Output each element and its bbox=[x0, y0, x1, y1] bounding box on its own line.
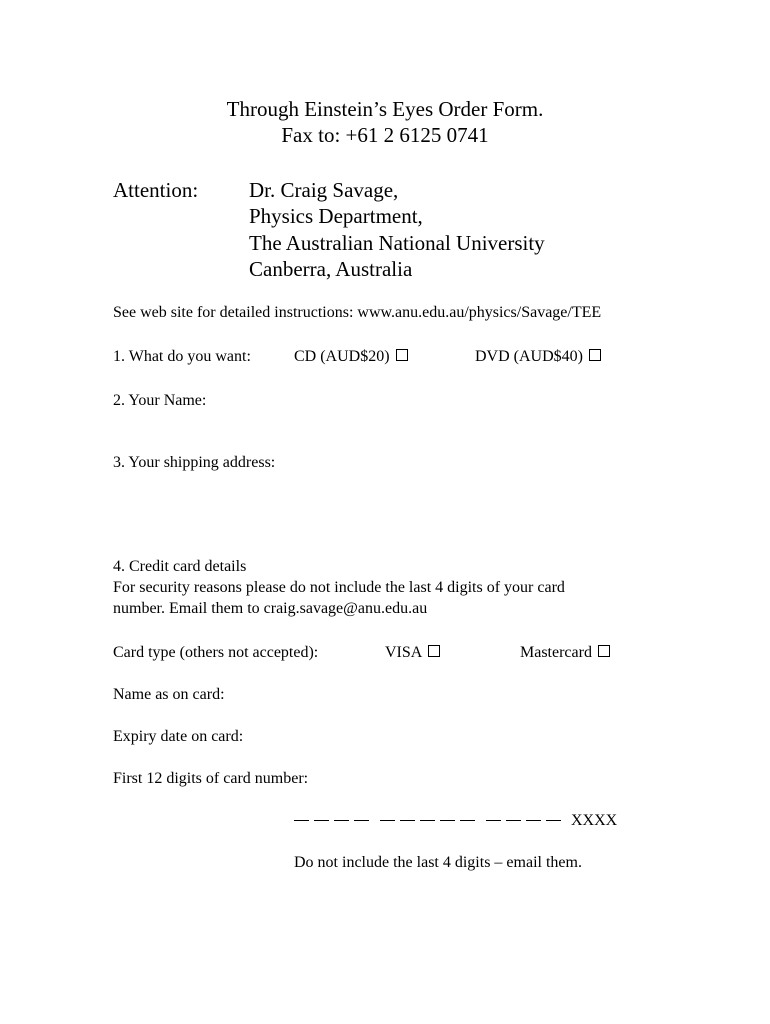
attention-line-3: The Australian National University bbox=[249, 231, 545, 255]
name-on-card-label: Name as on card: bbox=[113, 686, 225, 703]
option-cd[interactable] bbox=[294, 346, 408, 367]
card-number-label: First 12 digits of card number: bbox=[113, 770, 309, 787]
option-mastercard-label: Mastercard bbox=[520, 644, 592, 661]
fax-number: Fax to: +61 2 6125 0741 bbox=[281, 123, 489, 147]
option-mastercard[interactable] bbox=[520, 642, 610, 663]
mastercard-checkbox[interactable] bbox=[598, 645, 610, 657]
q3-label: 3. Your shipping address: bbox=[113, 454, 276, 471]
cd-checkbox[interactable] bbox=[396, 349, 408, 361]
card-last-digits: XXXX bbox=[571, 812, 618, 829]
q4-label: 4. Credit card details bbox=[113, 558, 247, 575]
q1-label: 1. What do you want: bbox=[113, 348, 251, 365]
option-dvd[interactable] bbox=[475, 346, 601, 367]
instructions-text: See web site for detailed instructions: www.anu.edu.au/physics/Savage/TEE bbox=[113, 304, 602, 321]
q4-note-line-2: number. Email them to craig.savage@anu.edu.au bbox=[113, 600, 428, 617]
attention-label: Attention: bbox=[113, 178, 199, 202]
visa-checkbox[interactable] bbox=[428, 645, 440, 657]
card-number-note: Do not include the last 4 digits – email them. bbox=[294, 854, 582, 871]
attention-line-1: Dr. Craig Savage, bbox=[249, 178, 399, 202]
option-dvd-label: DVD (AUD$40) bbox=[475, 348, 583, 365]
dvd-checkbox[interactable] bbox=[589, 349, 601, 361]
option-visa-label: VISA bbox=[385, 644, 423, 661]
attention-line-2: Physics Department, bbox=[249, 204, 423, 228]
card-type-label: Card type (others not accepted): bbox=[113, 644, 319, 661]
attention-line-4: Canberra, Australia bbox=[249, 257, 413, 281]
form-title: Through Einstein’s Eyes Order Form. bbox=[226, 97, 544, 121]
expiry-label: Expiry date on card: bbox=[113, 728, 244, 745]
option-cd-label: CD (AUD$20) bbox=[294, 348, 390, 365]
q2-label: 2. Your Name: bbox=[113, 392, 207, 409]
option-visa[interactable] bbox=[385, 642, 440, 663]
q4-note-line-1: For security reasons please do not include the last 4 digits of your card bbox=[113, 579, 565, 596]
card-number-blanks bbox=[294, 810, 566, 831]
